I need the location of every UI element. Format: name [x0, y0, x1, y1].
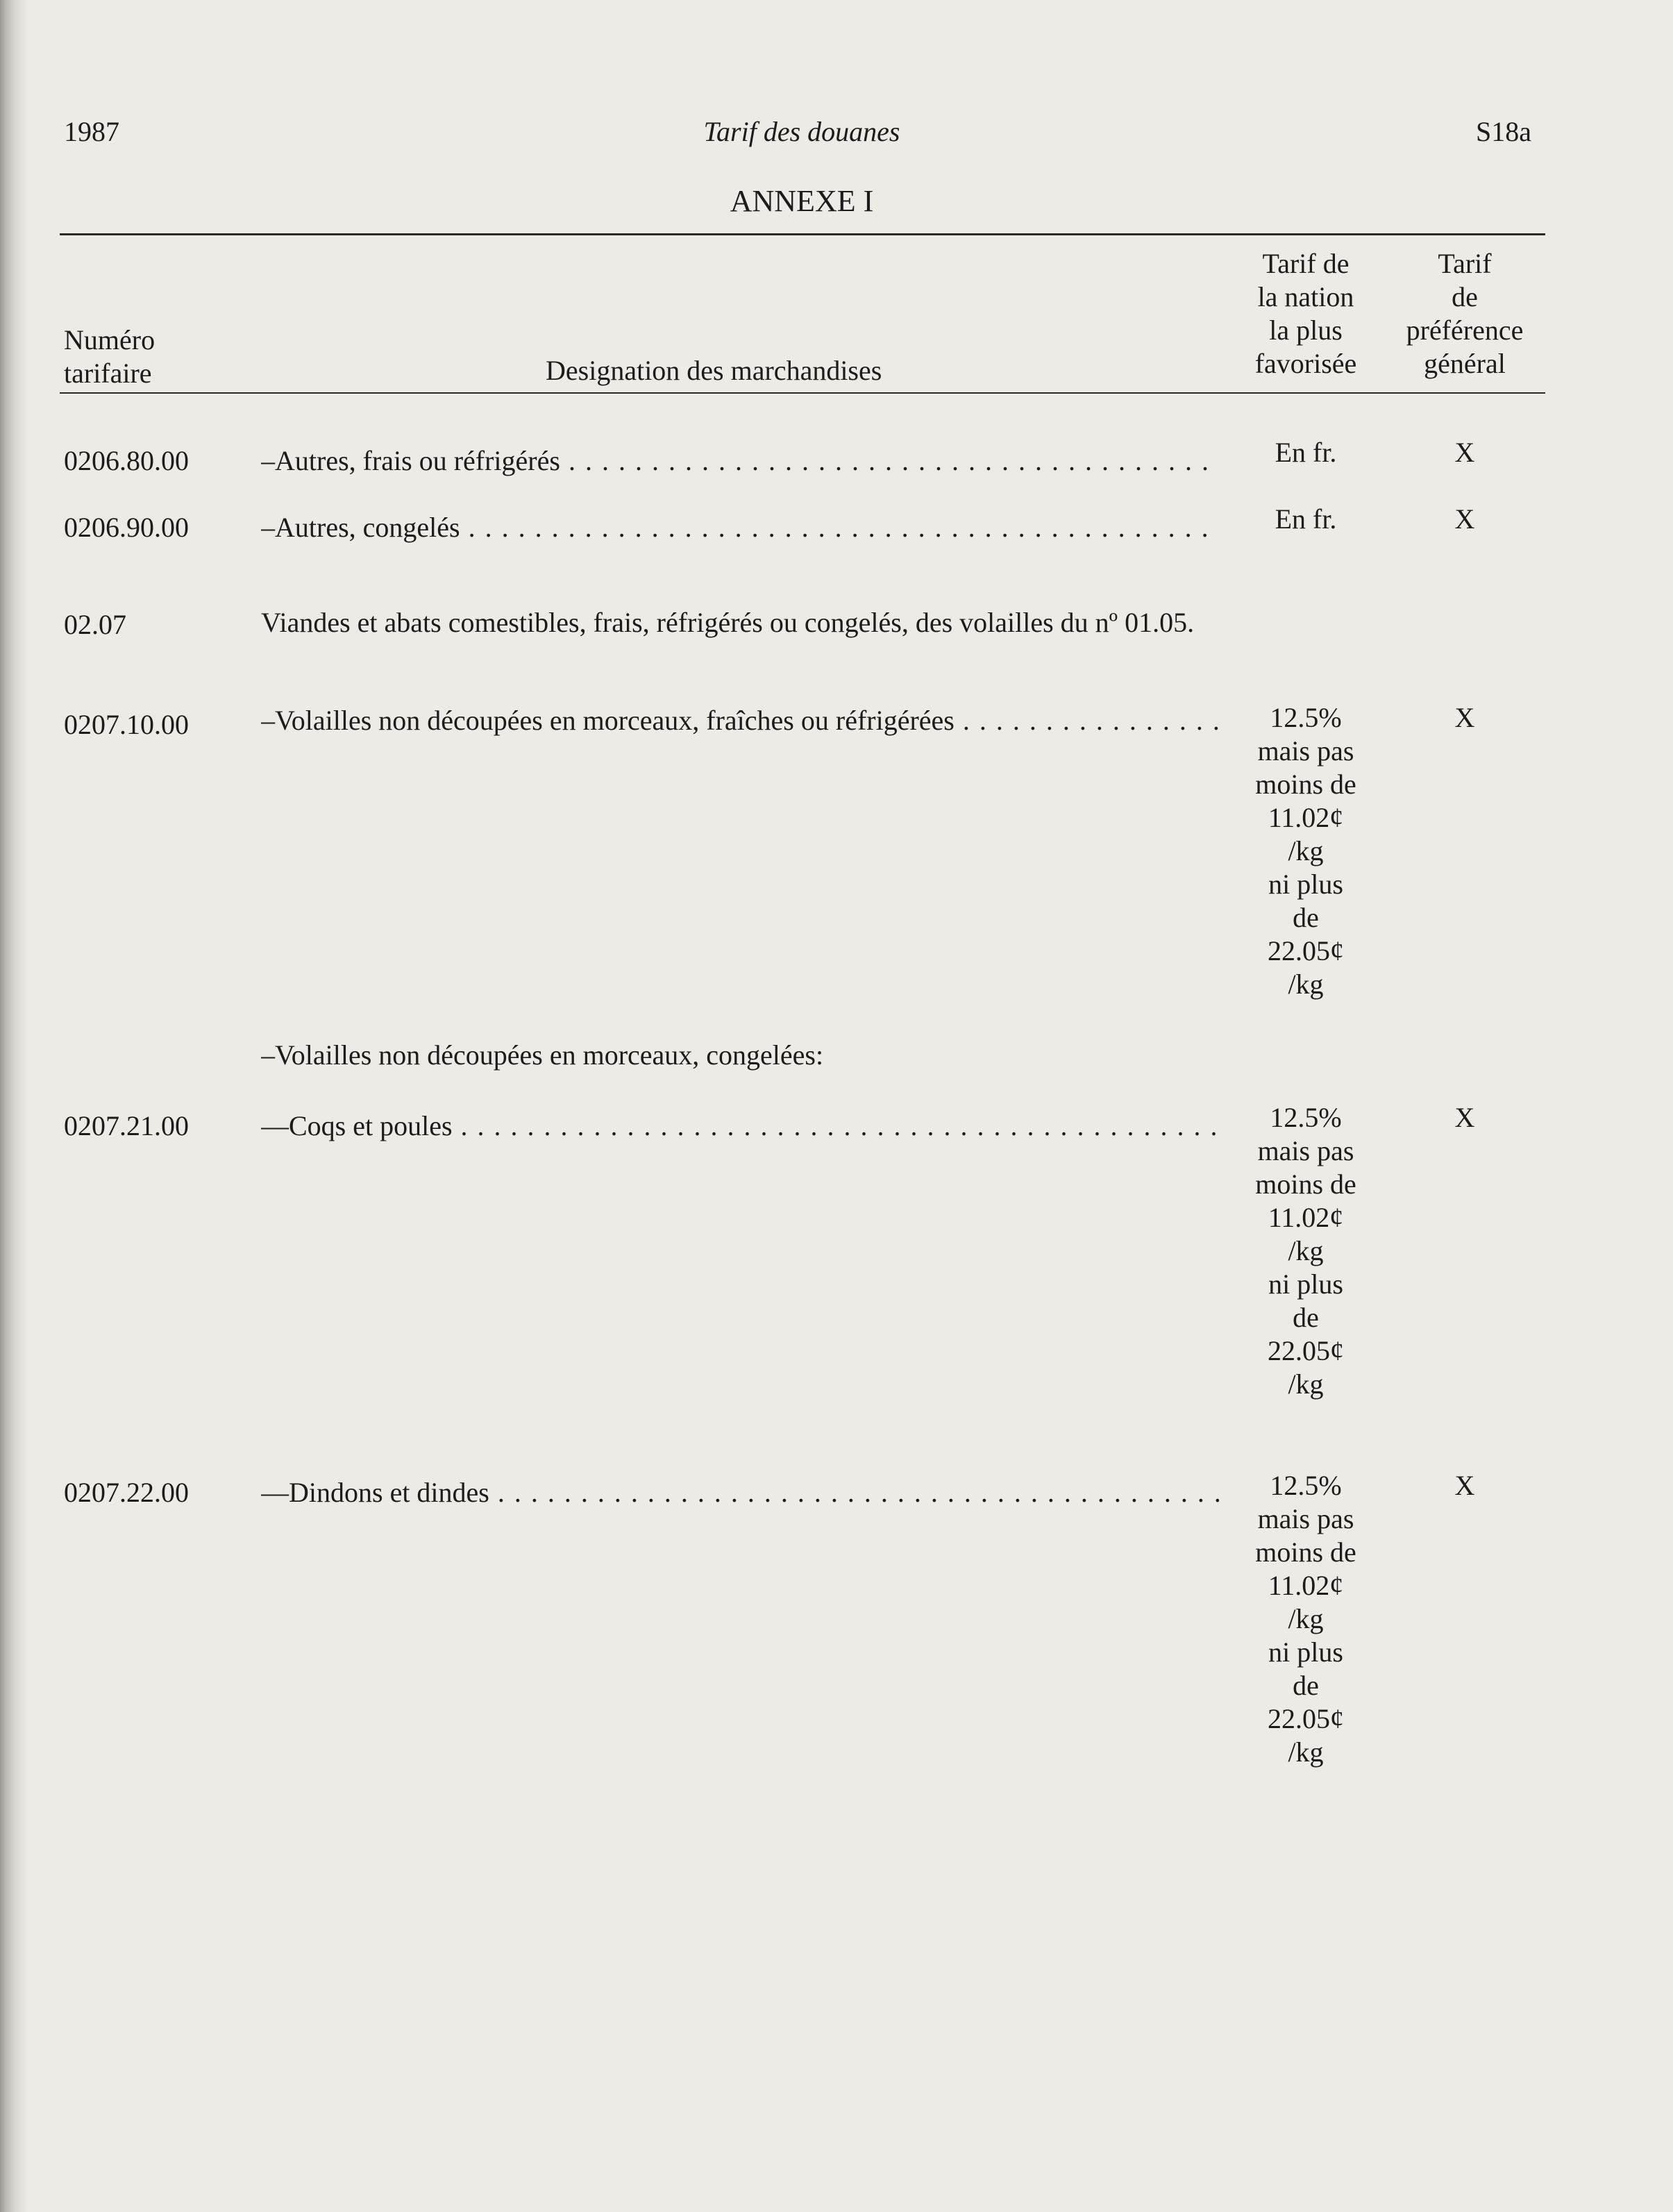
mfn-rate-line: moins de [1255, 1536, 1356, 1568]
table-top-rule [60, 233, 1545, 235]
mfn-rate-line: /kg [1288, 1235, 1324, 1266]
table-row-description: Viandes et abats comestibles, frais, réfrigérés ou congelés, des volailles du nº 01.05. [261, 607, 1195, 638]
description-text: –Volailles non découpées en morceaux, fraîches ou réfrigérées . . . [261, 705, 1219, 736]
mfn-rate-line: ni plus [1268, 1268, 1343, 1300]
mfn-rate-line: /kg [1288, 835, 1324, 866]
mfn-rate-line: 22.05¢ [1268, 1335, 1344, 1366]
mfn-rate-line: /kg [1288, 1603, 1324, 1634]
table-row-description [261, 704, 1219, 737]
column-heading-mfn-line: favorisée [1254, 348, 1357, 379]
table-row-description [261, 1109, 1219, 1143]
column-heading-tariff-number-line: tarifaire [64, 358, 152, 389]
annex-title: ANNEXE I [730, 184, 874, 218]
mfn-rate-line: /kg [1288, 1736, 1324, 1768]
mfn-rate-line: mais pas [1257, 735, 1354, 766]
mfn-rate-line: /kg [1288, 1368, 1324, 1400]
column-heading-description: Designation des marchandises [546, 355, 882, 386]
table-row-mfn-rate [1226, 1469, 1386, 1769]
mfn-rate-line: 11.02¢ [1268, 1570, 1344, 1601]
mfn-rate-line: de [1293, 1670, 1319, 1701]
table-row-gpt: X [1454, 503, 1475, 535]
mfn-rate-line: En fr. [1275, 437, 1337, 468]
table-row-code: 0207.21.00 [64, 1110, 189, 1141]
table-row-code: 0207.10.00 [64, 709, 189, 740]
column-heading-mfn [1226, 247, 1386, 380]
column-heading-gpt-line: préférence [1406, 315, 1524, 346]
mfn-rate-line: moins de [1255, 1168, 1356, 1200]
column-heading-gpt-line: de [1452, 281, 1478, 312]
table-row-description [261, 444, 1219, 478]
table-row-mfn-rate [1226, 701, 1386, 1001]
mfn-rate-line: 12.5% [1270, 1102, 1342, 1133]
description-text: ––Dindons et dindes . . . [261, 1477, 1219, 1508]
description-text: –Autres, frais ou réfrigérés . . . [261, 445, 1219, 476]
mfn-rate-line: moins de [1255, 769, 1356, 800]
mfn-rate-line: 22.05¢ [1268, 935, 1344, 966]
page-binding-shadow [0, 0, 28, 2212]
table-row-description: –Volailles non découpées en morceaux, congelées: [261, 1039, 824, 1071]
column-heading-mfn-line: Tarif de [1262, 248, 1350, 279]
mfn-rate-line: /kg [1288, 969, 1324, 1000]
mfn-rate-line: En fr. [1275, 503, 1337, 535]
header-title: Tarif des douanes [703, 116, 900, 147]
mfn-rate-line: de [1293, 1302, 1319, 1333]
header-page-ref: S18a [1476, 116, 1531, 147]
column-heading-tariff-number-line: Numéro [64, 324, 155, 355]
mfn-rate-line: 11.02¢ [1268, 802, 1344, 833]
table-row-gpt: X [1454, 702, 1475, 733]
table-row-code: 0206.90.00 [64, 512, 189, 543]
table-row-mfn-rate [1226, 1101, 1386, 1401]
mfn-rate-line: 11.02¢ [1268, 1202, 1344, 1233]
table-row-gpt: X [1454, 1470, 1475, 1501]
mfn-rate-line: ni plus [1268, 869, 1343, 900]
mfn-rate-line: 12.5% [1270, 702, 1342, 733]
table-row-code: 0206.80.00 [64, 445, 189, 476]
description-text: –Autres, congelés . . . [261, 512, 1219, 543]
table-row-gpt: X [1454, 1102, 1475, 1133]
column-heading-mfn-line: la nation [1257, 281, 1354, 312]
header-year: 1987 [64, 116, 119, 147]
mfn-rate-line: 22.05¢ [1268, 1703, 1344, 1734]
table-row-description [261, 1476, 1219, 1509]
description-text: ––Coqs et poules . . . [261, 1110, 1219, 1141]
column-heading-tariff-number [64, 324, 155, 390]
table-row-gpt: X [1454, 437, 1475, 468]
mfn-rate-line: mais pas [1257, 1135, 1354, 1166]
mfn-rate-line: ni plus [1268, 1636, 1343, 1668]
column-heading-gpt [1395, 247, 1534, 380]
table-header-rule [60, 392, 1545, 394]
table-row-mfn-rate [1226, 436, 1386, 469]
mfn-rate-line: de [1293, 902, 1319, 933]
column-heading-mfn-line: la plus [1269, 315, 1343, 346]
mfn-rate-line: 12.5% [1270, 1470, 1342, 1501]
mfn-rate-line: mais pas [1257, 1503, 1354, 1534]
table-row-description [261, 511, 1219, 544]
table-row-code: 0207.22.00 [64, 1477, 189, 1508]
column-heading-gpt-line: général [1424, 348, 1506, 379]
table-row-mfn-rate [1226, 503, 1386, 536]
column-heading-gpt-line: Tarif [1438, 248, 1492, 279]
table-row-code: 02.07 [64, 609, 126, 640]
